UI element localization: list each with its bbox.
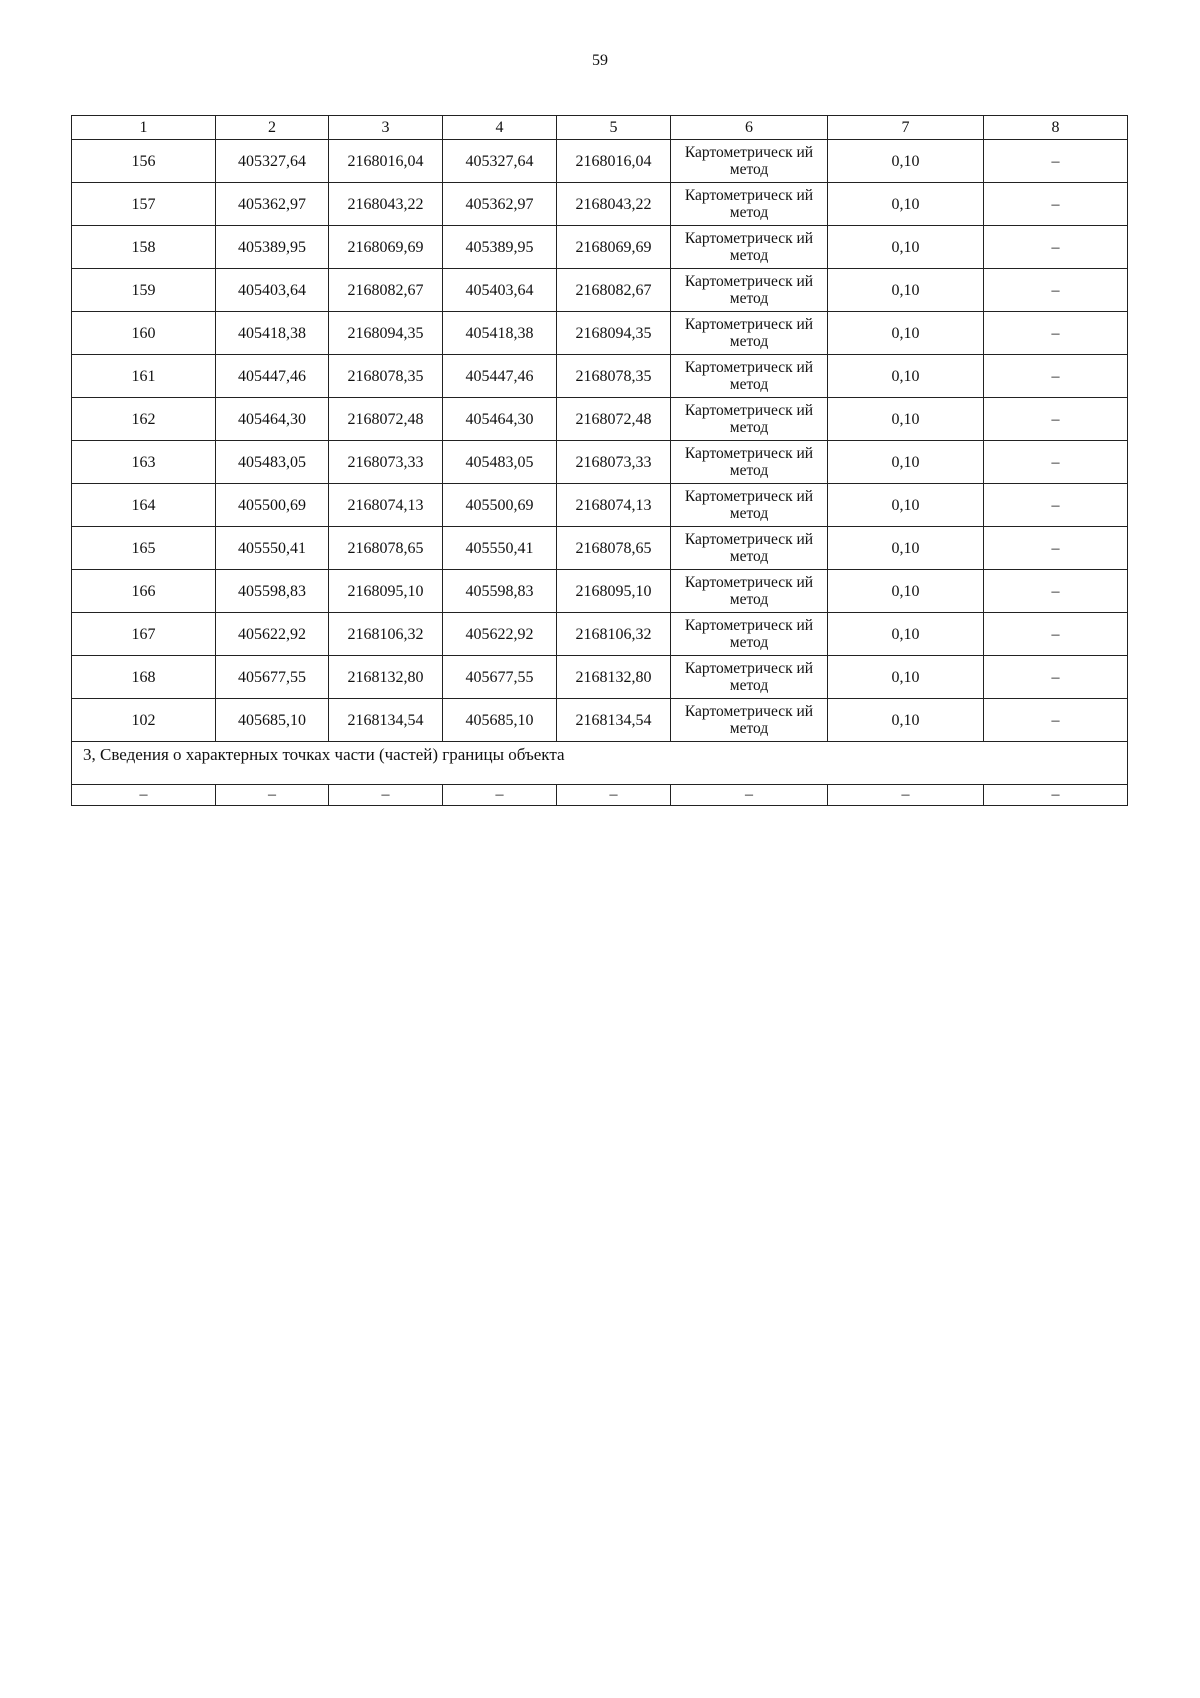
column-number: 2 (216, 116, 329, 140)
point-number-cell: 158 (72, 226, 216, 269)
empty-cell: – (557, 785, 671, 806)
point-number-cell: 162 (72, 398, 216, 441)
page-number: 59 (592, 52, 608, 69)
x-coordinate-cell: 405598,83 (216, 570, 329, 613)
x-coordinate-cell: 405483,05 (443, 441, 557, 484)
x-coordinate-cell: 405500,69 (443, 484, 557, 527)
y-coordinate-cell: 2168095,10 (557, 570, 671, 613)
table-row (72, 441, 1128, 484)
method-cell: Картометрическ ий метод (671, 613, 828, 656)
x-coordinate-cell: 405362,97 (443, 183, 557, 226)
x-coordinate-cell: 405327,64 (443, 140, 557, 183)
empty-row (72, 785, 1128, 806)
empty-cell: – (329, 785, 443, 806)
y-coordinate-cell: 2168082,67 (557, 269, 671, 312)
y-coordinate-cell: 2168094,35 (557, 312, 671, 355)
y-coordinate-cell: 2168043,22 (329, 183, 443, 226)
note-cell: – (984, 312, 1128, 355)
section-row (72, 742, 1128, 785)
y-coordinate-cell: 2168078,65 (557, 527, 671, 570)
column-number: 8 (984, 116, 1128, 140)
x-coordinate-cell: 405418,38 (443, 312, 557, 355)
point-number-cell: 102 (72, 699, 216, 742)
note-cell: – (984, 656, 1128, 699)
point-number-cell: 166 (72, 570, 216, 613)
x-coordinate-cell: 405389,95 (216, 226, 329, 269)
precision-cell: 0,10 (828, 613, 984, 656)
x-coordinate-cell: 405622,92 (216, 613, 329, 656)
point-number-cell: 165 (72, 527, 216, 570)
table-body (72, 116, 1128, 742)
column-number: 4 (443, 116, 557, 140)
y-coordinate-cell: 2168106,32 (329, 613, 443, 656)
point-number-cell: 160 (72, 312, 216, 355)
y-coordinate-cell: 2168082,67 (329, 269, 443, 312)
x-coordinate-cell: 405685,10 (216, 699, 329, 742)
note-cell: – (984, 226, 1128, 269)
x-coordinate-cell: 405685,10 (443, 699, 557, 742)
table-row (72, 699, 1128, 742)
note-cell: – (984, 484, 1128, 527)
y-coordinate-cell: 2168095,10 (329, 570, 443, 613)
x-coordinate-cell: 405677,55 (216, 656, 329, 699)
x-coordinate-cell: 405418,38 (216, 312, 329, 355)
x-coordinate-cell: 405464,30 (443, 398, 557, 441)
note-cell: – (984, 613, 1128, 656)
point-number-cell: 168 (72, 656, 216, 699)
table-row (72, 527, 1128, 570)
y-coordinate-cell: 2168069,69 (329, 226, 443, 269)
table-row (72, 269, 1128, 312)
y-coordinate-cell: 2168078,65 (329, 527, 443, 570)
method-cell: Картометрическ ий метод (671, 527, 828, 570)
table-row (72, 484, 1128, 527)
method-cell: Картометрическ ий метод (671, 699, 828, 742)
column-number: 3 (329, 116, 443, 140)
y-coordinate-cell: 2168043,22 (557, 183, 671, 226)
y-coordinate-cell: 2168016,04 (329, 140, 443, 183)
y-coordinate-cell: 2168132,80 (329, 656, 443, 699)
empty-cell: – (984, 785, 1128, 806)
x-coordinate-cell: 405550,41 (216, 527, 329, 570)
method-cell: Картометрическ ий метод (671, 183, 828, 226)
column-number: 1 (72, 116, 216, 140)
y-coordinate-cell: 2168069,69 (557, 226, 671, 269)
x-coordinate-cell: 405403,64 (216, 269, 329, 312)
note-cell: – (984, 183, 1128, 226)
note-cell: – (984, 269, 1128, 312)
precision-cell: 0,10 (828, 699, 984, 742)
x-coordinate-cell: 405403,64 (443, 269, 557, 312)
y-coordinate-cell: 2168134,54 (557, 699, 671, 742)
precision-cell: 0,10 (828, 312, 984, 355)
x-coordinate-cell: 405447,46 (443, 355, 557, 398)
coordinates-table (71, 115, 1128, 806)
y-coordinate-cell: 2168073,33 (557, 441, 671, 484)
table-row (72, 226, 1128, 269)
y-coordinate-cell: 2168072,48 (329, 398, 443, 441)
note-cell: – (984, 140, 1128, 183)
precision-cell: 0,10 (828, 441, 984, 484)
precision-cell: 0,10 (828, 140, 984, 183)
y-coordinate-cell: 2168074,13 (329, 484, 443, 527)
precision-cell: 0,10 (828, 226, 984, 269)
x-coordinate-cell: 405327,64 (216, 140, 329, 183)
note-cell: – (984, 699, 1128, 742)
y-coordinate-cell: 2168132,80 (557, 656, 671, 699)
table-row (72, 183, 1128, 226)
y-coordinate-cell: 2168106,32 (557, 613, 671, 656)
precision-cell: 0,10 (828, 398, 984, 441)
table-row (72, 570, 1128, 613)
x-coordinate-cell: 405362,97 (216, 183, 329, 226)
table-row (72, 613, 1128, 656)
section-title: 3, Сведения о характерных точках части (частей) границы объекта (72, 742, 1128, 785)
method-cell: Картометрическ ий метод (671, 398, 828, 441)
precision-cell: 0,10 (828, 570, 984, 613)
y-coordinate-cell: 2168016,04 (557, 140, 671, 183)
precision-cell: 0,10 (828, 527, 984, 570)
note-cell: – (984, 355, 1128, 398)
y-coordinate-cell: 2168074,13 (557, 484, 671, 527)
table-row (72, 656, 1128, 699)
section-block (72, 742, 1128, 806)
method-cell: Картометрическ ий метод (671, 484, 828, 527)
table-row (72, 398, 1128, 441)
y-coordinate-cell: 2168072,48 (557, 398, 671, 441)
y-coordinate-cell: 2168078,35 (557, 355, 671, 398)
note-cell: – (984, 441, 1128, 484)
precision-cell: 0,10 (828, 484, 984, 527)
precision-cell: 0,10 (828, 183, 984, 226)
note-cell: – (984, 527, 1128, 570)
x-coordinate-cell: 405622,92 (443, 613, 557, 656)
x-coordinate-cell: 405483,05 (216, 441, 329, 484)
column-number: 6 (671, 116, 828, 140)
empty-cell: – (671, 785, 828, 806)
precision-cell: 0,10 (828, 269, 984, 312)
y-coordinate-cell: 2168134,54 (329, 699, 443, 742)
empty-cell: – (443, 785, 557, 806)
y-coordinate-cell: 2168094,35 (329, 312, 443, 355)
method-cell: Картометрическ ий метод (671, 140, 828, 183)
point-number-cell: 163 (72, 441, 216, 484)
method-cell: Картометрическ ий метод (671, 312, 828, 355)
method-cell: Картометрическ ий метод (671, 226, 828, 269)
x-coordinate-cell: 405464,30 (216, 398, 329, 441)
note-cell: – (984, 398, 1128, 441)
method-cell: Картометрическ ий метод (671, 355, 828, 398)
y-coordinate-cell: 2168073,33 (329, 441, 443, 484)
precision-cell: 0,10 (828, 656, 984, 699)
method-cell: Картометрическ ий метод (671, 656, 828, 699)
table-row (72, 140, 1128, 183)
x-coordinate-cell: 405677,55 (443, 656, 557, 699)
x-coordinate-cell: 405550,41 (443, 527, 557, 570)
empty-cell: – (72, 785, 216, 806)
point-number-cell: 159 (72, 269, 216, 312)
column-number: 7 (828, 116, 984, 140)
method-cell: Картометрическ ий метод (671, 269, 828, 312)
empty-cell: – (828, 785, 984, 806)
column-number-row (72, 116, 1128, 140)
x-coordinate-cell: 405389,95 (443, 226, 557, 269)
precision-cell: 0,10 (828, 355, 984, 398)
x-coordinate-cell: 405500,69 (216, 484, 329, 527)
column-number: 5 (557, 116, 671, 140)
point-number-cell: 157 (72, 183, 216, 226)
x-coordinate-cell: 405598,83 (443, 570, 557, 613)
point-number-cell: 156 (72, 140, 216, 183)
note-cell: – (984, 570, 1128, 613)
point-number-cell: 164 (72, 484, 216, 527)
point-number-cell: 167 (72, 613, 216, 656)
method-cell: Картометрическ ий метод (671, 570, 828, 613)
point-number-cell: 161 (72, 355, 216, 398)
x-coordinate-cell: 405447,46 (216, 355, 329, 398)
y-coordinate-cell: 2168078,35 (329, 355, 443, 398)
table-row (72, 355, 1128, 398)
table-row (72, 312, 1128, 355)
empty-cell: – (216, 785, 329, 806)
method-cell: Картометрическ ий метод (671, 441, 828, 484)
